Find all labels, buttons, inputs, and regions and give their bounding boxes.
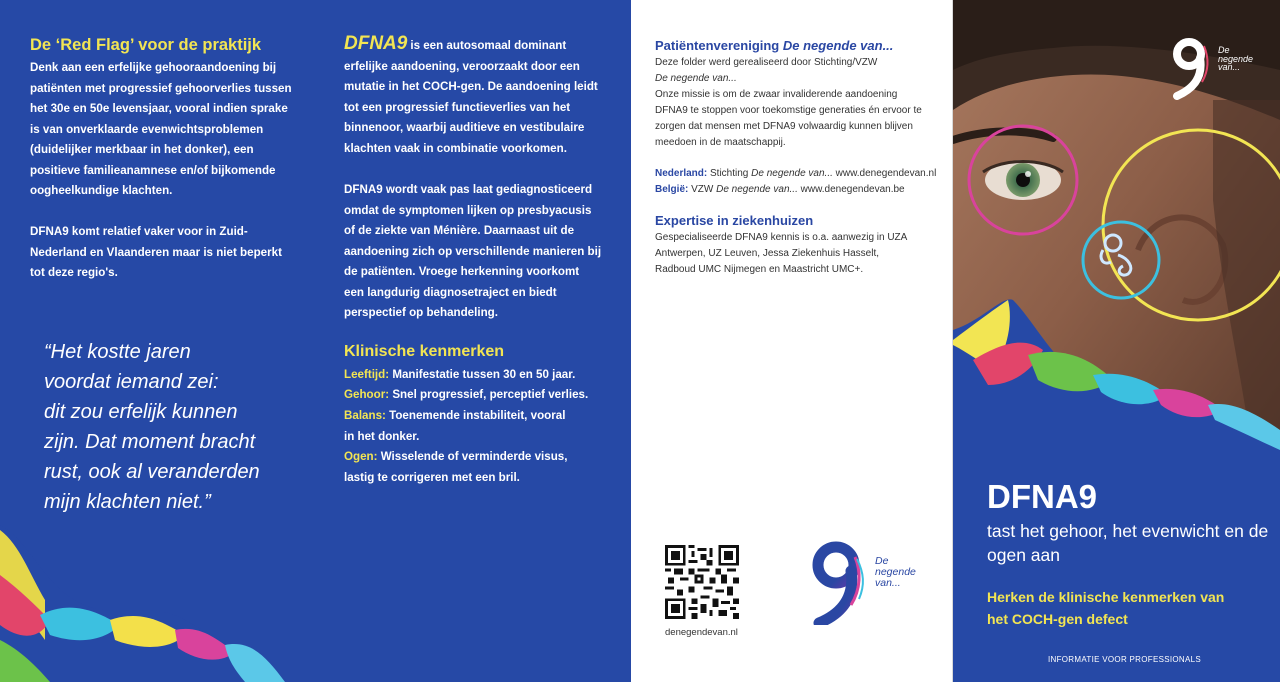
panel-cover [953,0,1280,682]
logo-word: De [875,555,889,567]
logo-word: negende [1218,53,1254,64]
quote-line: zijn. Dat moment bracht [44,431,256,453]
feature-hearing [344,385,604,406]
quote-line: “Het kostte jaren [44,341,191,363]
quote-line: voordat iemand zei: [44,371,219,393]
feature-text: Toenemende instabiliteit, vooral in het donker. [344,409,566,443]
logo-word: van... [875,577,901,589]
contact-nl-text: Stichting [707,168,752,179]
dfna9-intro [344,34,602,159]
qr-code-icon[interactable] [665,545,739,619]
quote-line: mijn klachten niet.” [44,491,211,513]
mission-text: Onze missie is om de zwaar invaliderende aandoening DFNA9 te stoppen voor toekomstige generaties én ervoor te zorgen dat mensen met DFNA9 volwaardig kunnen blijven meedoen in de maatschappij. [655,89,922,148]
contact-nl-url[interactable]: www.denegendevan.nl [832,168,937,179]
association-heading [655,38,893,53]
diagnosis-paragraph: DFNA9 wordt vaak pas laat gediagnosticeerd omdat de symptomen lijken op presbyacusis of de ziekte van Ménière. Daarnaast uit de aandoening zich op verschillende manieren bij de patiënten. Vroege herkenning voorkomt een langdurig diagnosetraject en biedt perspectief op behandeling. [344,183,602,319]
contact-nl [655,166,947,182]
expertise-text: Gespecialiseerde DFNA9 kennis is o.a. aanwezig in UZA Antwerpen, UZ Leuven, Jessa Ziekenhuis Hasselt, Radboud UMC Nijmegen en Maastricht UMC+. [655,232,907,275]
feature-label: Gehoor: [344,388,390,401]
red-flag-heading: De ‘Red Flag’ voor de praktijk [30,36,262,54]
association-name: De negende van... [655,73,737,84]
cover-title: DFNA9 [987,478,1098,515]
qr-caption[interactable]: denegendevan.nl [665,627,738,638]
logo-word: van... [1218,62,1241,72]
feature-label: Ogen: [344,450,378,463]
contact-nl-name: De negende van... [751,168,833,179]
region-paragraph: DFNA9 komt relatief vaker voor in Zuid-Nederland en Vlaanderen maar is niet beperkt tot deze regio's. [30,225,282,279]
feature-text: Snel progressief, perceptief verlies. [389,388,589,401]
panel-dfna9-info [320,0,631,682]
cover-tagline: Herken de klinische kenmerken van het COCH-gen defect [987,589,1225,627]
association-line: Deze folder werd gerealiseerd door Stichting/VZW [655,57,878,68]
contact-be-name: De negende van... [716,184,798,195]
contact-be-url[interactable]: www.denegendevan.be [797,184,905,195]
association-heading-text: Patiëntenvereniging [655,38,783,53]
dfna9-intro-text: is een autosomaal dominant erfelijke aandoening, veroorzaakt door een mutatie in het COCH-gen. De aandoening leidt tot een progressief functieverlies van het binnenoor, waarbij auditieve en vestibulaire klachten vaak in combinatie voorkomen. [344,39,598,155]
cover-footer: INFORMATIE VOOR PROFESSIONALS [1048,655,1202,664]
contact-nl-label: Nederland: [655,168,708,179]
expertise-heading: Expertise in ziekenhuizen [655,213,814,228]
logo-wordmark-white [1218,46,1253,72]
decorative-wave [0,0,320,682]
quote-line: dit zou erfelijk kunnen [44,401,238,423]
contact-be-text: VZW [688,184,717,195]
feature-age [344,365,604,386]
clinical-features-heading: Klinische kenmerken [344,343,505,360]
contact-be [655,182,947,198]
dfna9-term: DFNA9 [344,33,408,54]
panel-patient-association [631,0,953,682]
contact-lines [655,166,947,198]
contact-be-label: België: [655,184,689,195]
association-text [655,55,947,151]
logo-wordmark [875,556,916,589]
feature-balance [344,406,574,447]
panel-red-flag [0,0,320,682]
feature-eyes [344,447,569,488]
logo-word: negende [875,566,916,578]
association-heading-name: De negende van... [782,38,894,53]
logo-word: De [1218,45,1230,55]
quote-line: rust, ook al veranderden [44,461,260,483]
feature-text: Manifestatie tussen 30 en 50 jaar. [389,368,576,381]
feature-label: Balans: [344,409,386,422]
feature-label: Leeftijd: [344,368,390,381]
red-flag-paragraph: Denk aan een erfelijke gehooraandoening bij patiënten met progressief gehoorverlies tussen het 30e en 50e levensjaar, vooral indien sprake is van onverklaarde evenwichtsproblemen (duidelijker merkbaar in het donker), een positieve familieanamnese en/of bijkomende oogheelkundige klachten. [30,61,292,197]
feature-text: Wisselende of verminderde visus, lastig te corrigeren met een bril. [344,450,568,484]
cover-subtitle: tast het gehoor, het evenwicht en de ogen aan [987,521,1269,565]
